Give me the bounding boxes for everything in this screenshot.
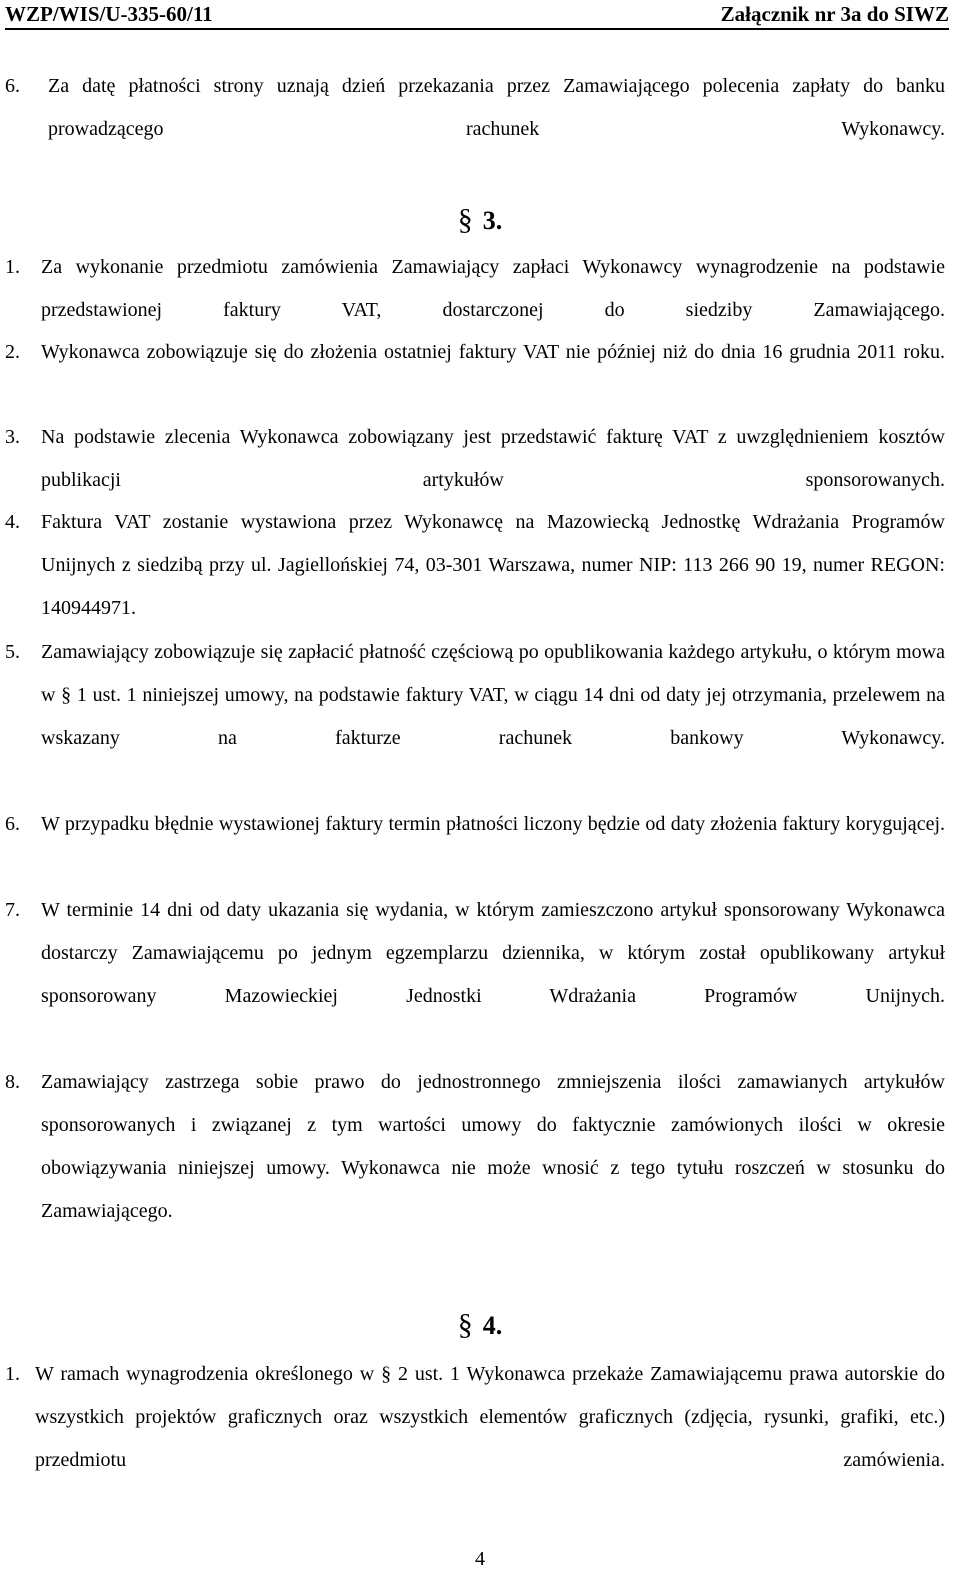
- item-text: Wykonawca zobowiązuje się do złożenia ostatniej faktury VAT nie później niż do dnia 16 grudnia 2011 roku.: [41, 341, 945, 363]
- page-number: 4: [475, 1548, 485, 1570]
- item-number: 7.: [5, 899, 20, 921]
- item-text: W przypadku błędnie wystawionej faktury termin płatności liczony będzie od daty złożenia faktury korygującej.: [41, 813, 945, 835]
- list-item: [5, 1061, 945, 1276]
- list-item: [5, 631, 945, 803]
- item-text: Za datę płatności strony uznają dzień przekazania przez Zamawiającego polecenia zapłaty do banku prowadzącego rachunek Wykonawcy.: [48, 75, 945, 140]
- item-text: Zamawiający zastrzega sobie prawo do jednostronnego zmniejszenia ilości zamawianych artykułów sponsorowanych i związanej z tym wartości umowy do faktycznie zamówionych ilości w okresie obowiązywania niniejszej umowy. Wykonawca nie może wnosić z tego tytułu roszczeń w stosunku do Zamawiającego.: [41, 1071, 945, 1222]
- section-number: 4.: [482, 1311, 503, 1340]
- list-item: [5, 65, 945, 194]
- item-text: Faktura VAT zostanie wystawiona przez Wykonawcę na Mazowiecką Jednostkę Wdrażania Programów Unijnych z siedzibą przy ul. Jagiellońskiej 74, 03-301 Warszawa, numer NIP: 113 266 90 19, numer REGON: 140944971.: [41, 511, 945, 619]
- item-text: Za wykonanie przedmiotu zamówienia Zamawiający zapłaci Wykonawcy wynagrodzenie na podstawie przedstawionej faktury VAT, dostarczonej do siedziby Zamawiającego.: [41, 256, 945, 321]
- annex-label: Załącznik nr 3a do SIWZ: [720, 2, 949, 26]
- page-header: [5, 0, 949, 30]
- item-number: 2.: [5, 341, 20, 363]
- item-number: 5.: [5, 641, 20, 663]
- item-number: 1.: [5, 1363, 20, 1385]
- item-number: 3.: [5, 426, 20, 448]
- item-number: 6.: [5, 813, 20, 835]
- section-3-heading: [0, 205, 960, 236]
- list-item: [5, 331, 945, 417]
- list-item: [5, 889, 945, 1061]
- list-item: [5, 1353, 945, 1525]
- list-item: [5, 803, 945, 889]
- section-symbol: §: [457, 1308, 473, 1341]
- section-number: 3.: [482, 206, 503, 235]
- item-number: 1.: [5, 256, 20, 278]
- item-text: W terminie 14 dni od daty ukazania się wydania, w którym zamieszczono artykuł sponsorowany Wykonawca dostarczy Zamawiającemu po jednym egzemplarzu dziennika, w którym został opublikowany artykuł sponsorowany Mazowieckiej Jednostki Wdrażania Programów Unijnych.: [41, 899, 945, 1007]
- item-number: 4.: [5, 511, 20, 533]
- section-symbol: §: [457, 203, 473, 236]
- item-text: Zamawiający zobowiązuje się zapłacić płatność częściową po opublikowania każdego artykułu, o którym mowa w § 1 ust. 1 niniejszej umowy, na podstawie faktury VAT, w ciągu 14 dni od daty jej otrzymania, przelewem na wskazany na fakturze rachunek bankowy Wykonawcy.: [41, 641, 945, 749]
- item-number: 6.: [5, 75, 20, 97]
- document-reference: WZP/WIS/U-335-60/11: [5, 2, 213, 26]
- item-text: Na podstawie zlecenia Wykonawca zobowiązany jest przedstawić fakturę VAT z uwzględnieniem kosztów publikacji artykułów sponsorowanych.: [41, 426, 945, 491]
- section-4-heading: [0, 1310, 960, 1341]
- item-text: W ramach wynagrodzenia określonego w § 2 ust. 1 Wykonawca przekaże Zamawiającemu prawa autorskie do wszystkich projektów graficznych oraz wszystkich elementów graficznych (zdjęcia, rysunki, grafiki, etc.) przedmiotu zamówienia.: [35, 1363, 945, 1471]
- item-number: 8.: [5, 1071, 20, 1093]
